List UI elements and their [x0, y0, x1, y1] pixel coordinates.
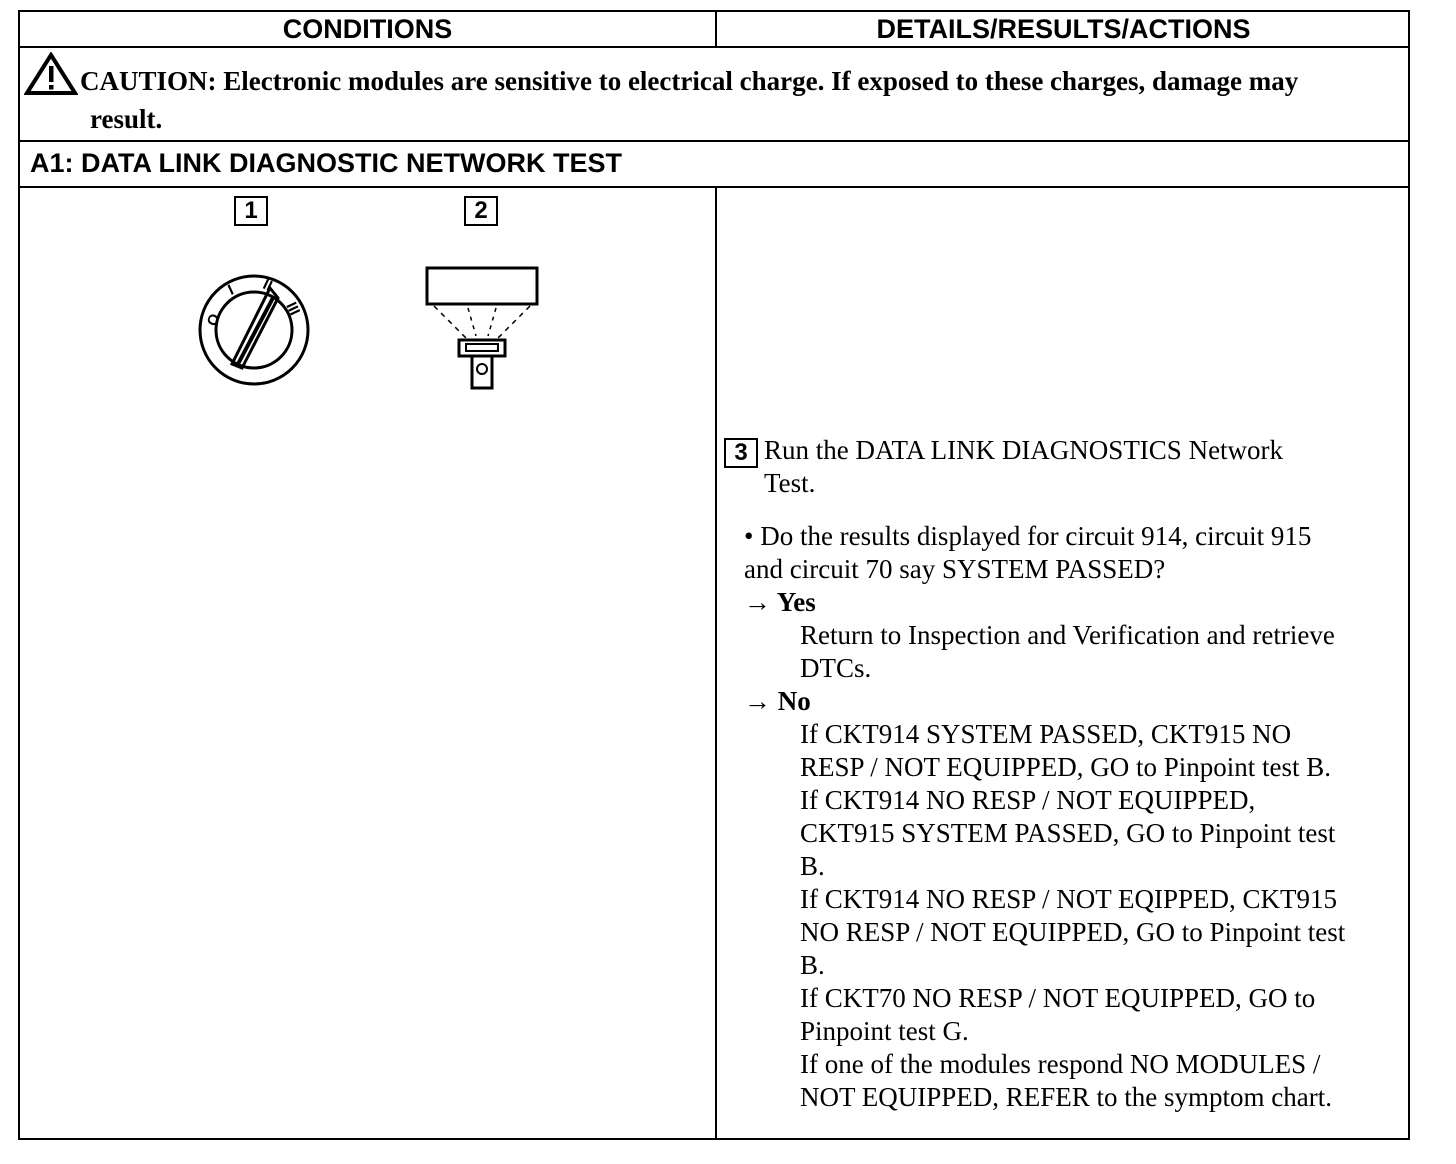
scan-tool-connector-icon	[422, 264, 542, 399]
no-action-line: CKT915 SYSTEM PASSED, GO to Pinpoint test	[800, 818, 1336, 848]
no-action-line: NOT EQUIPPED, REFER to the symptom chart.	[800, 1082, 1332, 1112]
no-action-line: B.	[800, 851, 825, 881]
diagnostic-table	[18, 10, 1410, 1140]
section-title: A1: DATA LINK DIAGNOSTIC NETWORK TEST	[30, 148, 622, 178]
question	[724, 520, 1404, 586]
step-3-box: 3	[724, 438, 758, 468]
yes-action-line1: Return to Inspection and Verification and retrieve	[800, 620, 1335, 650]
step-1-box: 1	[234, 196, 268, 226]
no-actions	[724, 718, 1404, 1114]
no-action-line: If one of the modules respond NO MODULES /	[800, 1049, 1321, 1079]
step-3	[724, 434, 1404, 500]
section-divider	[20, 186, 1408, 188]
key-position-start: III	[282, 299, 304, 319]
question-line2: and circuit 70 say SYSTEM PASSED?	[744, 554, 1166, 584]
details-header: DETAILS/RESULTS/ACTIONS	[876, 14, 1251, 44]
no-action-line: If CKT914 SYSTEM PASSED, CKT915 NO	[800, 719, 1292, 749]
conditions-header: CONDITIONS	[20, 12, 717, 48]
no-action-line: If CKT70 NO RESP / NOT EQUIPPED, GO to	[800, 983, 1316, 1013]
caution-text-line2: result.	[90, 104, 163, 134]
warning-triangle-icon	[24, 52, 78, 103]
key-position-on: II	[260, 275, 275, 295]
no-action-line: If CKT914 NO RESP / NOT EQIPPED, CKT915	[800, 884, 1338, 914]
yes-action	[724, 619, 1404, 685]
key-position-acc: I	[225, 281, 237, 299]
no-action-line: NO RESP / NOT EQUIPPED, GO to Pinpoint test	[800, 917, 1346, 947]
no-action-line: B.	[800, 950, 825, 980]
no-action-line: RESP / NOT EQUIPPED, GO to Pinpoint test B.	[800, 752, 1332, 782]
step-3-instruction-line2: Test.	[764, 468, 816, 498]
column-divider	[715, 188, 717, 1140]
details-column	[724, 434, 1404, 1114]
no-action-line: If CKT914 NO RESP / NOT EQUIPPED,	[800, 785, 1256, 815]
step-2-box: 2	[464, 196, 498, 226]
no-action-line: Pinpoint test G.	[800, 1016, 969, 1046]
step-3-instruction-line1: Run the DATA LINK DIAGNOSTICS Network	[764, 435, 1284, 465]
ignition-key-on-icon	[194, 268, 314, 393]
yes-label: → Yes	[744, 587, 816, 617]
question-line1: • Do the results displayed for circuit 914, circuit 915	[744, 521, 1312, 551]
header-divider	[20, 46, 1408, 48]
caution-note	[24, 52, 1404, 135]
caution-text-line1: CAUTION: Electronic modules are sensitive to electrical charge. If exposed to these charges, damage may	[80, 66, 1299, 96]
key-position-off: O	[203, 310, 224, 330]
caution-divider	[20, 140, 1408, 142]
yes-action-line2: DTCs.	[800, 653, 872, 683]
no-label: → No	[744, 686, 811, 716]
